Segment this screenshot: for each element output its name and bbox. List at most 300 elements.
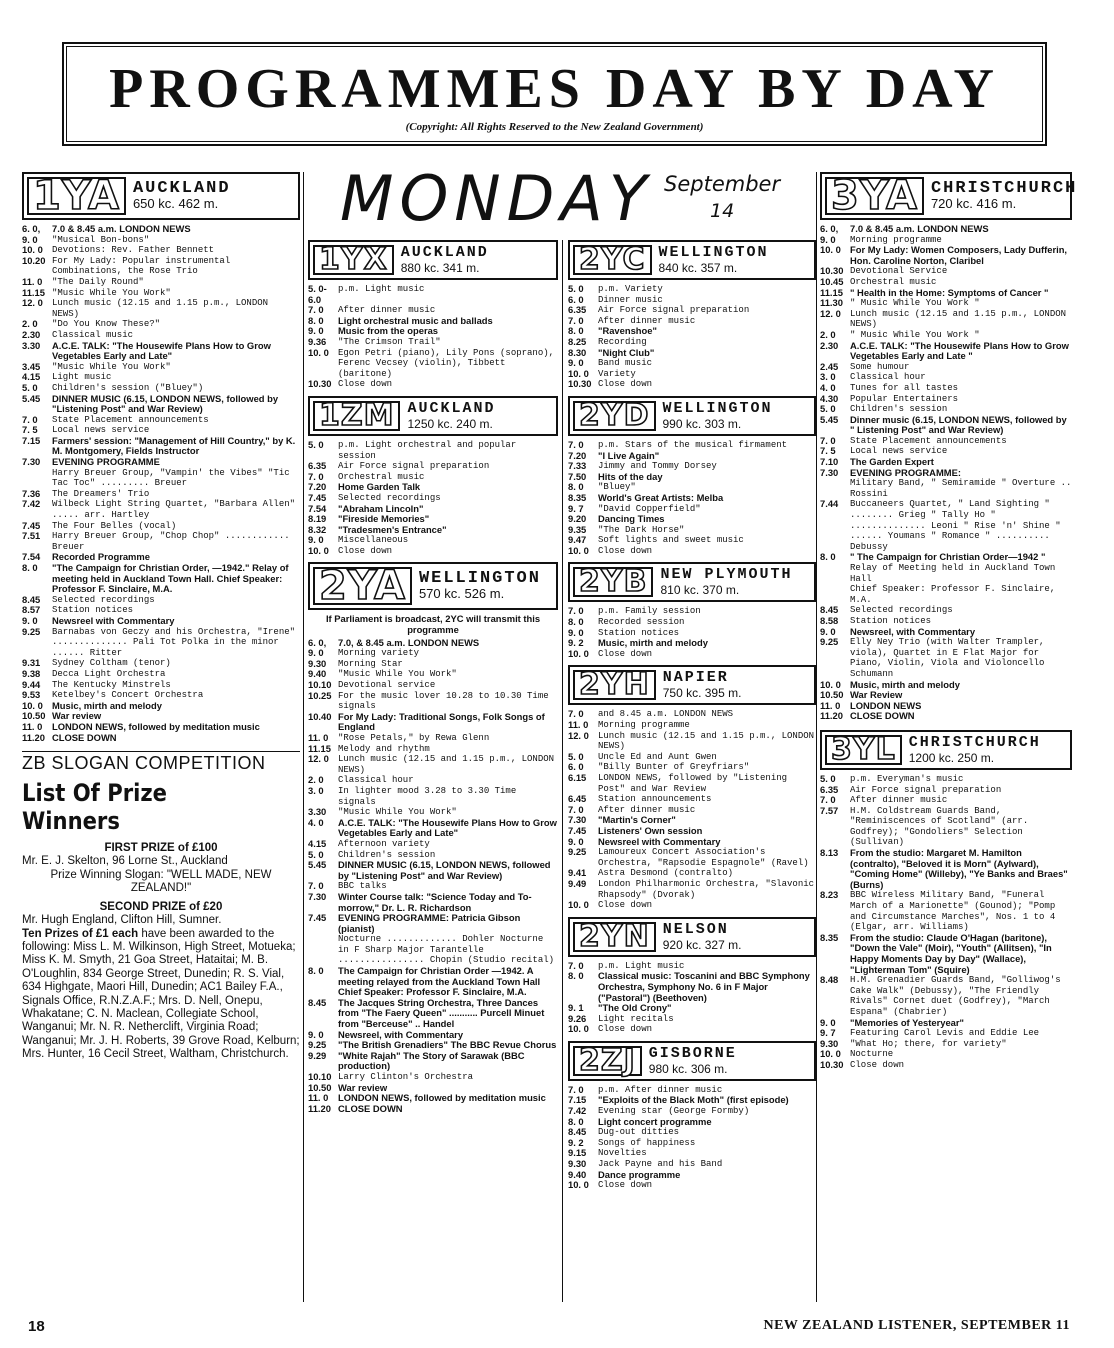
column-rule <box>816 172 817 1302</box>
programme-description: CLOSE DOWN <box>850 710 915 722</box>
programme-description: LONDON NEWS, followed by meditation music <box>52 720 260 732</box>
programme-time: 10.30 <box>820 265 844 277</box>
programme-entry <box>820 478 1072 499</box>
programme-entry <box>820 605 1072 616</box>
station-city: WELLINGTON <box>662 399 773 417</box>
programme-description: London Philharmonic Orchestra, "Slavonic Rhapsody" (Dvorak) <box>598 878 815 900</box>
programme-time: 8.48 <box>820 974 839 986</box>
programme-entry <box>820 711 1072 722</box>
programme-description: Hits of the day <box>598 470 663 482</box>
station-city: WELLINGTON <box>418 569 541 589</box>
programme-entry <box>22 722 300 733</box>
programme-description: Close down <box>598 379 653 390</box>
column-rule <box>562 240 563 1302</box>
programme-entry <box>22 245 300 256</box>
station-call-sign: 3YA <box>825 177 924 215</box>
programme-time: 5. 0 <box>308 438 324 450</box>
programme-description: Light recitals <box>598 1013 674 1024</box>
header-box <box>62 42 1047 146</box>
programme-time: 7.30 <box>22 456 41 468</box>
programme-list <box>308 440 558 557</box>
station-call-sign: 2YD <box>573 401 656 431</box>
programme-entry <box>22 224 300 235</box>
programme-description: p.m. Everyman's music <box>850 773 964 784</box>
programme-time: 10. 0 <box>820 678 841 690</box>
programme-time: 8. 0 <box>22 562 38 573</box>
station-call-sign: 3YL <box>825 735 902 765</box>
programme-description: A.C.E. TALK: "The Housewife Plans How to Grow Vegetables Early and Late " <box>850 339 1069 362</box>
programme-time: 5. 0 <box>820 403 836 415</box>
programme-time: 9. 0 <box>22 614 38 626</box>
ten-prizes-lead: Ten Prizes of £1 each <box>22 927 139 940</box>
programme-entry <box>568 1095 816 1106</box>
programme-description: Music from the operas <box>338 325 439 337</box>
programme-entry <box>22 277 300 288</box>
programme-time: 9.53 <box>22 689 41 701</box>
programme-description: Miscellaneous <box>338 535 409 546</box>
programme-time: 9. 0 <box>308 325 324 337</box>
programme-description: 7.0 & 8.45 a.m. LONDON NEWS <box>850 223 989 234</box>
first-prize-winner: Mr. E. J. Skelton, 96 Lorne St., Auckland <box>22 855 228 868</box>
programme-time: 10.45 <box>820 275 844 287</box>
programme-entry <box>820 1039 1072 1050</box>
programme-entry <box>568 649 816 660</box>
column-2 <box>308 240 558 1114</box>
programme-entry <box>568 326 816 337</box>
programme-entry <box>820 933 1072 975</box>
programme-time: 10. 0 <box>820 244 841 256</box>
station-call-sign: 2ZJ <box>573 1046 642 1076</box>
programme-description: Dinner music <box>598 294 663 305</box>
programme-description: For the music lover 10.28 to 10.30 Time signals <box>338 690 549 712</box>
programme-entry <box>820 975 1072 1017</box>
programme-time: 9.30 <box>820 1037 839 1049</box>
programme-time: 11.15 <box>820 286 843 298</box>
programme-time: 10. 0 <box>22 699 43 711</box>
station-meta <box>927 174 1077 218</box>
programme-description: Classical music: Toscanini and BBC Symphony Orchestra, Symphony No. 6 in F Major ("Pastoral") (Beethoven) <box>598 970 810 1003</box>
station-city: AUCKLAND <box>400 244 489 261</box>
programme-description: From the studio: Margaret M. Hamilton (contralto), "Beloved it is Morn" (Aylward), "Coming Home" (Willeby), "Ye Banks and Braes" (Burns) <box>850 847 1068 890</box>
programme-entry <box>820 245 1072 266</box>
programme-description: State Placement announcements <box>850 435 1007 446</box>
programme-description: Relay of Meeting held in Auckland Town Hall <box>850 563 1056 584</box>
programme-time: 8.35 <box>820 931 839 943</box>
programme-entry <box>568 971 816 1003</box>
programme-entry <box>820 468 1072 479</box>
programme-entry <box>22 669 300 680</box>
header-inner <box>66 46 1043 142</box>
programme-entry <box>308 691 558 712</box>
programme-time: 11.15 <box>308 742 331 754</box>
programme-entry <box>568 472 816 483</box>
programme-time: 8.57 <box>22 604 41 616</box>
programme-description: "The Campaign for Christian Order, —1942." Relay of meeting held in Auckland Town Hall. Chief Speaker: Professor F. Sinclaire, M.A. <box>52 562 289 595</box>
programme-entry <box>568 1180 816 1191</box>
programme-time: 10.20 <box>22 254 46 266</box>
programme-description: "Do You Know These?" <box>52 319 161 330</box>
programme-time: 9.25 <box>308 1039 327 1051</box>
programme-description: A.C.E. TALK: "The Housewife Plans How to Grow Vegetables Early and Late" <box>338 816 557 839</box>
day-date: 14 <box>710 200 735 222</box>
programme-entry <box>820 394 1072 405</box>
programme-time: 7.20 <box>568 449 587 461</box>
programme-description: Farmers' session: "Management of Hill Country," by K. M. Montgomery, Fields Instructor <box>52 434 296 457</box>
programme-entry <box>308 440 558 461</box>
programme-time: 11. 0 <box>308 1092 329 1104</box>
station-call-sign: 2YH <box>573 670 656 700</box>
programme-time: 6.15 <box>568 772 587 783</box>
programme-time: 9. 7 <box>568 502 584 514</box>
programme-entry <box>568 451 816 462</box>
station-meta <box>655 242 814 278</box>
second-prize-winner: Mr. Hugh England, Clifton Hill, Sumner. <box>22 914 222 927</box>
column-3 <box>568 240 816 1191</box>
programme-description: Local news service <box>850 446 948 457</box>
programme-time: 7.57 <box>820 804 839 816</box>
station-1zm <box>308 396 558 436</box>
programme-description: Orchestral music <box>850 276 937 287</box>
programme-entry <box>568 794 816 805</box>
programme-entry <box>820 785 1072 796</box>
programme-description: Morning programme <box>598 720 690 731</box>
programme-entry <box>820 806 1072 848</box>
programme-entry <box>820 266 1072 277</box>
programme-description: Selected recordings <box>52 594 155 605</box>
programme-description: Listeners' Own session <box>598 824 703 836</box>
programme-time: 11.20 <box>820 710 843 722</box>
programme-entry <box>568 731 816 752</box>
programme-entry <box>820 552 1072 563</box>
programme-description: Lunch music (12.15 and 1.15 p.m., LONDON NEWS) <box>598 730 815 752</box>
programme-description: After dinner music <box>338 305 436 316</box>
programme-description: " Health in the Home: Symptoms of Cancer " <box>850 286 1049 298</box>
programme-entry <box>568 358 816 369</box>
programme-entry <box>22 468 300 489</box>
programme-time: 7. 0 <box>568 959 584 971</box>
programme-description: 7.0, & 8.45 a.m. LONDON NEWS <box>338 636 480 648</box>
programme-time: 9.25 <box>22 625 41 637</box>
programme-time: 9.36 <box>308 335 327 347</box>
programme-description: EVENING PROGRAMME: <box>850 466 961 478</box>
programme-time: 9.29 <box>308 1049 327 1061</box>
programme-entry <box>308 786 558 807</box>
station-meta <box>129 174 298 218</box>
programme-description: After dinner music <box>598 804 696 815</box>
programme-entry <box>308 934 558 966</box>
programme-description: For My Lady: Women Composers, Lady Dufferin, Hon. Caroline Norton, Claribel <box>850 244 1068 266</box>
programme-time: 8. 0 <box>308 965 324 977</box>
programme-time: 8.32 <box>308 523 327 535</box>
programme-description: Military Band, " Semiramide " Overture .. Rossini <box>850 478 1072 499</box>
programme-time: 9.31 <box>22 657 41 669</box>
programme-time: 8. 0 <box>568 325 584 337</box>
programme-time: 9.26 <box>568 1012 587 1024</box>
programme-entry <box>308 839 558 850</box>
programme-description: Harry Breuer Group, "Vampin' the Vibes" "Tic Tac Toc" ......... Breuer <box>52 467 290 489</box>
parliament-notice: If Parliament is broadcast, 2YC will transmit this programme <box>325 613 541 636</box>
programme-time: 9. 0 <box>568 626 584 638</box>
programme-description: A.C.E. TALK: "The Housewife Plans How to Grow Vegetables Early and Late" <box>52 339 271 362</box>
programme-entry <box>820 563 1072 584</box>
programme-description: p.m. Stars of the musical firmament <box>598 439 788 450</box>
programme-time: 5. 0 <box>568 283 584 294</box>
programme-time: 9. 1 <box>568 1002 584 1014</box>
programme-time: 10. 0 <box>308 346 329 358</box>
programme-time: 12. 0 <box>308 753 329 765</box>
programme-entry <box>568 773 816 794</box>
programme-time: 7.33 <box>568 460 587 472</box>
station-frequency: 1250 kc. 240 m. <box>407 416 493 431</box>
programme-description: Featuring Carol Levis and Eddie Lee <box>850 1028 1040 1039</box>
station-meta <box>415 564 556 608</box>
programme-description: "White Rajah" The Story of Sarawak (BBC production) <box>338 1049 525 1072</box>
programme-time: 7. 0 <box>308 470 324 482</box>
programme-description: EVENING PROGRAMME: Patricia Gibson (pianist) <box>338 912 521 934</box>
programme-description: Dug-out ditties <box>598 1127 680 1138</box>
programme-description: Chief Speaker: Professor F. Sinclaire, M.A. <box>338 986 527 998</box>
programme-description: Local news service <box>52 425 150 436</box>
programme-entry <box>568 535 816 546</box>
station-frequency: 980 kc. 306 m. <box>648 1061 728 1076</box>
programme-entry <box>22 319 300 330</box>
programme-description: "Bluey" <box>598 482 636 493</box>
station-frequency: 1200 kc. 250 m. <box>908 750 995 765</box>
programme-time: 9.41 <box>568 867 587 879</box>
programme-description: "The British Grenadiers" The BBC Revue Chorus <box>338 1039 557 1051</box>
programme-time: 8.19 <box>308 513 327 525</box>
programme-description: The Dreamers' Trio <box>52 488 150 499</box>
programme-entry <box>820 627 1072 638</box>
programme-description: Station notices <box>52 605 134 616</box>
programme-description: Selected recordings <box>338 492 441 503</box>
programme-description: p.m. Light music <box>338 284 425 294</box>
programme-entry <box>22 372 300 383</box>
programme-list <box>568 709 816 910</box>
programme-entry <box>820 224 1072 235</box>
programme-description: H.M. Grenadier Guards Band, "Golliwog's Cake Walk" (Debussy), "The Friendly Rivals" Cornet duet (Godfrey), "March Espana" (Chabrier) <box>850 975 1061 1017</box>
programme-time: 9. 0 <box>820 1016 836 1028</box>
second-prize-heading: SECOND PRIZE of £20 <box>99 900 223 913</box>
programme-entry <box>568 295 816 306</box>
programme-entry <box>820 415 1072 436</box>
programme-time: 8. 0 <box>568 616 584 628</box>
programme-time: 10.30 <box>308 378 332 390</box>
day-name: MONDAY <box>340 162 653 235</box>
programme-description: Devotional Service <box>850 266 948 277</box>
programme-description: "Ravenshoe" <box>598 325 657 337</box>
programme-time: 8.13 <box>820 847 839 859</box>
programme-entry <box>820 1049 1072 1060</box>
programme-description: Air Force signal preparation <box>598 305 750 316</box>
programme-entry <box>820 436 1072 447</box>
programme-description: Dancing Times <box>598 513 665 525</box>
programme-time: 6. 0, <box>308 636 327 648</box>
programme-time: 9.35 <box>568 523 587 535</box>
programme-description: "Music While You Work" <box>52 287 171 298</box>
programme-description: LONDON NEWS, followed by "Listening Post" and War Review <box>598 773 788 794</box>
programme-entry <box>568 826 816 837</box>
programme-entry <box>568 638 816 649</box>
programme-description: Devotional service <box>338 680 436 691</box>
programme-time: 10.10 <box>308 1071 332 1082</box>
programme-time: 7.36 <box>22 487 41 499</box>
programme-time: 8. 0 <box>820 551 836 563</box>
programme-entry <box>568 847 816 868</box>
programme-description: Light concert programme <box>598 1115 712 1127</box>
programme-entry <box>308 775 558 786</box>
programme-time: 8. 0 <box>568 481 584 493</box>
programme-time: 12. 0 <box>22 297 43 309</box>
programme-description: Uncle Ed and Aunt Gwen <box>598 751 717 762</box>
station-meta <box>659 919 814 955</box>
programme-entry <box>308 461 558 472</box>
programme-list <box>308 284 558 390</box>
programme-time: 6. 0, <box>820 223 839 234</box>
programme-entry <box>820 499 1072 552</box>
programme-entry <box>308 1051 558 1072</box>
programme-description: Lunch music (12.15 and 1.15 p.m., LONDON NEWS) <box>338 754 555 775</box>
programme-time: 8.30 <box>568 346 587 358</box>
programme-entry <box>22 531 300 552</box>
column-4 <box>820 172 1078 1071</box>
programme-description: The Garden Expert <box>850 456 934 468</box>
programme-time: 6.35 <box>820 783 839 795</box>
programme-description: "The Old Crony" <box>598 1002 672 1014</box>
programme-time: 10. 0 <box>820 1048 841 1060</box>
programme-description: Classical hour <box>338 775 414 786</box>
programme-time: 10.25 <box>308 689 332 701</box>
programme-entry <box>22 298 300 319</box>
station-city: AUCKLAND <box>132 179 231 198</box>
programme-entry <box>568 837 816 848</box>
programme-time: 7.54 <box>22 551 41 563</box>
programme-description: Band music <box>598 358 653 369</box>
programme-time: 7.45 <box>308 912 327 924</box>
programme-description: Station notices <box>598 627 680 638</box>
programme-time <box>820 478 850 499</box>
programme-description: Songs of happiness <box>598 1137 696 1148</box>
station-call-sign: 1YA <box>27 177 126 215</box>
station-meta <box>905 732 1070 768</box>
programme-time: 7. 0 <box>568 438 584 450</box>
programme-entry <box>568 720 816 731</box>
programme-description: Close down <box>598 1024 653 1035</box>
programme-time: 5. 0 <box>568 750 584 762</box>
programme-time: 3.30 <box>22 339 41 351</box>
programme-time: 3. 0 <box>820 371 836 383</box>
publication-footer: NEW ZEALAND LISTENER, SEPTEMBER 11 <box>763 1318 1070 1333</box>
programme-list <box>568 606 816 659</box>
station-call-sign: 2YA <box>313 567 412 605</box>
programme-time: 7.45 <box>568 824 587 836</box>
copyright-notice: (Copyright: All Rights Reserved to the New Zealand Government) <box>405 121 704 133</box>
programme-description: "Musical Bon-bons" <box>52 234 150 245</box>
programme-description: BBC Wireless Military Band, "Funeral March of a Marionette" (Gounod); "Pomp and Circumstance Marches", Nos. 1 to 4 (Elgar, arr. Williams) <box>850 890 1056 933</box>
programme-time: 7.20 <box>308 481 327 493</box>
programme-entry <box>820 298 1072 309</box>
programme-entry <box>820 372 1072 383</box>
winning-slogan: Prize Winning Slogan: "WELL MADE, NEW ZEALAND!" <box>50 868 272 895</box>
programme-time: 11. 0 <box>22 275 43 287</box>
programme-description: Air Force signal preparation <box>338 461 490 472</box>
programme-entry <box>568 606 816 617</box>
programme-time: 9. 7 <box>820 1027 836 1039</box>
programme-time: 8. 0 <box>568 970 584 982</box>
programme-description: Harry Breuer Group, "Chop Chop" ............ Breuer <box>52 531 290 552</box>
programme-entry <box>820 288 1072 299</box>
programme-entry <box>308 744 558 755</box>
programme-description: Air Force signal preparation <box>850 784 1002 795</box>
programme-time: 2. 0 <box>820 328 836 340</box>
programme-description: "Music While You Work" <box>338 807 457 818</box>
programme-time: 7.10 <box>820 456 839 468</box>
programme-time: 9. 0 <box>22 233 38 245</box>
programme-entry <box>820 848 1072 890</box>
programme-time: 9.38 <box>22 667 41 679</box>
programme-description: and 8.45 a.m. LONDON NEWS <box>598 709 734 720</box>
programme-time: 7.15 <box>22 434 41 446</box>
programme-time: 12. 0 <box>820 307 841 319</box>
programme-description: Sydney Coltham (tenor) <box>52 658 171 669</box>
programme-entry <box>22 733 300 744</box>
programme-description: "Abraham Lincoln" <box>338 502 424 514</box>
programme-entry <box>820 890 1072 932</box>
station-2yh <box>568 665 816 705</box>
programme-entry <box>22 521 300 532</box>
programme-entry <box>308 535 558 546</box>
programme-description: The Jacques String Orchestra, Three Dances from "The Faery Queen" ........... Purcell Minuet from "Berceuse" .. Handel <box>338 996 545 1030</box>
programme-entry <box>308 648 558 659</box>
station-call-sign: 1ZM <box>313 401 400 431</box>
programme-time: 11. 0 <box>22 720 43 732</box>
programme-description: Popular Entertainers <box>850 393 959 404</box>
programme-entry <box>308 733 558 744</box>
programme-entry <box>820 774 1072 785</box>
programme-time <box>22 468 52 489</box>
programme-entry <box>568 514 816 525</box>
programme-entry <box>22 499 300 520</box>
day-month: September <box>664 172 781 196</box>
programme-description: Children's session ("Bluey") <box>52 382 204 393</box>
programme-description: The Campaign for Christian Order —1942. A meeting relayed from the Auckland Town Hall <box>338 965 541 987</box>
programme-entry <box>308 818 558 839</box>
station-call-sign: 2YB <box>573 567 653 597</box>
programme-description: "Billy Bunter of Greyfriars" <box>598 762 750 773</box>
programme-description: " Music While You Work " <box>850 298 980 309</box>
programme-time: 2.30 <box>22 328 41 340</box>
programme-entry <box>22 383 300 394</box>
programme-time: 7. 0 <box>568 803 584 815</box>
programme-time: 11. 0 <box>308 732 329 743</box>
programme-time: 7.30 <box>308 890 327 902</box>
programme-entry <box>308 348 558 380</box>
programme-time: 8.58 <box>820 614 839 626</box>
winners-heading: List Of Prize Winners <box>22 778 167 835</box>
programme-description: For My Lady: Popular instrumental Combinations, the Rose Trio <box>52 255 231 277</box>
station-frequency: 570 kc. 526 m. <box>418 586 505 602</box>
programme-time: 9.44 <box>22 678 41 690</box>
programme-time: 9. 0 <box>308 534 324 546</box>
programme-description: Devotions: Rev. Father Bennett <box>52 245 215 256</box>
station-city: GISBORNE <box>648 1044 737 1062</box>
programme-description: Melody and rhythm <box>338 743 430 754</box>
programme-description: "The Daily Round" <box>52 276 144 287</box>
programme-entry <box>22 288 300 299</box>
programme-description: For My Lady: Traditional Songs, Folk Songs of England <box>338 710 545 733</box>
programme-description: Children's session <box>338 849 436 860</box>
programme-description: Station notices <box>850 615 932 626</box>
